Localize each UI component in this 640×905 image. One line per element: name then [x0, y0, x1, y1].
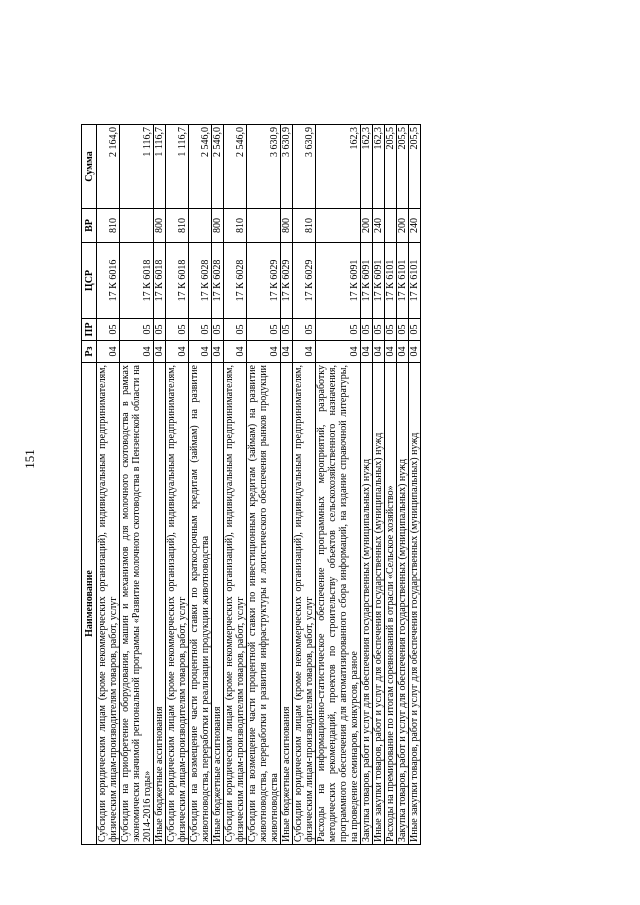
- cell-pr: 05: [97, 319, 120, 341]
- cell-pr: 05: [361, 319, 373, 341]
- table-row: [293, 125, 316, 845]
- cell-name: Субсидии на возмещение части процентной ставки по краткосрочным кредитам (займам) на развитие животноводства, переработки и реализации продукции животноводства: [189, 363, 212, 845]
- cell-csr: 17 К 6101: [409, 243, 421, 319]
- header-sum: Сумма: [82, 125, 97, 209]
- table-row: [397, 125, 409, 845]
- header-csr: ЦСР: [82, 243, 97, 319]
- cell-csr: 17 К 6028: [224, 243, 247, 319]
- budget-table: [81, 124, 421, 845]
- cell-name: Субсидии на приобретение оборудования, машин и механизмов для молочного скотоводства в рамках экономически значимой региональной программы «Развитие молочного скотоводства в Пензенской области на 2014-2016 годы»: [120, 363, 154, 845]
- cell-vr: [385, 209, 397, 243]
- cell-csr: 17 К 6018: [120, 243, 154, 319]
- cell-sum: 3 630,9: [293, 125, 316, 209]
- cell-name: Субсидии юридическим лицам (кроме некоммерческих организаций), индивидуальным предпринимателям, физическим лицам-производителям товаров, работ, услуг: [166, 363, 189, 845]
- cell-pr: 05: [154, 319, 166, 341]
- cell-sum: 1 116,7: [120, 125, 154, 209]
- budget-table-page: [81, 125, 601, 845]
- cell-sum: 2 546,0: [189, 125, 212, 209]
- cell-vr: 800: [212, 209, 224, 243]
- cell-rz: 04: [97, 341, 120, 363]
- cell-sum: 2 546,0: [224, 125, 247, 209]
- cell-pr: 05: [316, 319, 361, 341]
- cell-name: Иные закупки товаров, работ и услуг для обеспечения государственных (муниципальных) нужд: [409, 363, 421, 845]
- cell-pr: 05: [224, 319, 247, 341]
- cell-rz: 04: [361, 341, 373, 363]
- cell-name: Иные бюджетные ассигнования: [154, 363, 166, 845]
- table-row: [189, 125, 212, 845]
- cell-name: Иные закупки товаров, работ и услуг для обеспечения государственных (муниципальных) нужд: [373, 363, 385, 845]
- cell-sum: 3 630,9: [281, 125, 293, 209]
- cell-csr: 17 К 6101: [385, 243, 397, 319]
- cell-csr: 17 К 6018: [154, 243, 166, 319]
- cell-vr: 800: [154, 209, 166, 243]
- table-row: [385, 125, 397, 845]
- cell-name: Закупка товаров, работ и услуг для обеспечения государственных (муниципальных) нужд: [397, 363, 409, 845]
- cell-csr: 17 К 6091: [373, 243, 385, 319]
- cell-vr: [189, 209, 212, 243]
- table-row: [409, 125, 421, 845]
- cell-pr: 05: [373, 319, 385, 341]
- cell-rz: 04: [316, 341, 361, 363]
- table-row: [97, 125, 120, 845]
- cell-vr: [247, 209, 281, 243]
- cell-csr: 17 К 6016: [97, 243, 120, 319]
- cell-pr: 05: [409, 319, 421, 341]
- cell-pr: 05: [120, 319, 154, 341]
- table-row: [361, 125, 373, 845]
- cell-vr: 240: [373, 209, 385, 243]
- cell-rz: 04: [373, 341, 385, 363]
- cell-sum: 162,3: [361, 125, 373, 209]
- cell-name: Субсидии юридическим лицам (кроме некоммерческих организаций), индивидуальным предпринимателям, физическим лицам-производителям товаров, работ, услуг: [97, 363, 120, 845]
- cell-vr: 200: [397, 209, 409, 243]
- cell-rz: 04: [293, 341, 316, 363]
- table-header-row: [82, 125, 97, 845]
- cell-pr: 05: [166, 319, 189, 341]
- cell-pr: 05: [397, 319, 409, 341]
- cell-vr: 240: [409, 209, 421, 243]
- cell-name: Субсидии на возмещение части процентной ставки по инвестиционным кредитам (займам) на развитие животноводства, переработки и развития инфраструктуры и логистического обеспечения рынков продукции животноводства: [247, 363, 281, 845]
- cell-pr: 05: [281, 319, 293, 341]
- cell-name: Расходы на информационно-статистическое обеспечение программных мероприятий, разработку методических рекомендаций, проектов по строительству объектов сельскохозяйственного назначения, программного обеспечения для автоматизированного сбора информаций, на издание справочной литературы, на проведение семинаров, конкурсов, разное: [316, 363, 361, 845]
- cell-name: Иные бюджетные ассигнования: [212, 363, 224, 845]
- cell-csr: 17 К 6091: [361, 243, 373, 319]
- cell-rz: 04: [247, 341, 281, 363]
- cell-sum: 162,3: [373, 125, 385, 209]
- cell-rz: 04: [224, 341, 247, 363]
- cell-rz: 04: [212, 341, 224, 363]
- cell-name: Иные бюджетные ассигнования: [281, 363, 293, 845]
- cell-csr: 17 К 6101: [397, 243, 409, 319]
- cell-pr: 05: [385, 319, 397, 341]
- cell-csr: 17 К 6028: [189, 243, 212, 319]
- header-vr: ВР: [82, 209, 97, 243]
- cell-vr: [316, 209, 361, 243]
- cell-pr: 05: [212, 319, 224, 341]
- cell-csr: 17 К 6091: [316, 243, 361, 319]
- cell-sum: 1 116,7: [166, 125, 189, 209]
- cell-vr: 810: [293, 209, 316, 243]
- cell-rz: 04: [120, 341, 154, 363]
- cell-sum: 2 546,0: [212, 125, 224, 209]
- cell-sum: 162,3: [316, 125, 361, 209]
- cell-rz: 04: [409, 341, 421, 363]
- table-body: [97, 125, 421, 845]
- cell-csr: 17 К 6029: [293, 243, 316, 319]
- header-rz: Рз: [82, 341, 97, 363]
- cell-vr: 200: [361, 209, 373, 243]
- table-row: [120, 125, 154, 845]
- table-row: [224, 125, 247, 845]
- cell-pr: 05: [293, 319, 316, 341]
- cell-csr: 17 К 6018: [166, 243, 189, 319]
- table-row: [166, 125, 189, 845]
- cell-sum: 205,5: [397, 125, 409, 209]
- cell-name: Субсидии юридическим лицам (кроме некоммерческих организаций), индивидуальным предпринимателям, физическим лицам-производителям товаров, работ, услуг: [293, 363, 316, 845]
- cell-rz: 04: [397, 341, 409, 363]
- cell-pr: 05: [189, 319, 212, 341]
- cell-sum: 2 164,0: [97, 125, 120, 209]
- table-row: [154, 125, 166, 845]
- cell-rz: 04: [189, 341, 212, 363]
- cell-csr: 17 К 6029: [281, 243, 293, 319]
- header-pr: ПР: [82, 319, 97, 341]
- cell-rz: 04: [166, 341, 189, 363]
- cell-sum: 205,5: [385, 125, 397, 209]
- cell-vr: 800: [281, 209, 293, 243]
- cell-vr: 810: [166, 209, 189, 243]
- cell-vr: 810: [224, 209, 247, 243]
- cell-csr: 17 К 6029: [247, 243, 281, 319]
- cell-sum: 1 116,7: [154, 125, 166, 209]
- cell-name: Субсидии юридическим лицам (кроме некоммерческих организаций), индивидуальным предпринимателям, физическим лицам-производителям товаров, работ, услуг: [224, 363, 247, 845]
- cell-csr: 17 К 6028: [212, 243, 224, 319]
- cell-sum: 205,5: [409, 125, 421, 209]
- table-row: [247, 125, 281, 845]
- header-name: Наименование: [82, 363, 97, 845]
- cell-sum: 3 630,9: [247, 125, 281, 209]
- table-row: [316, 125, 361, 845]
- cell-vr: [120, 209, 154, 243]
- cell-pr: 05: [247, 319, 281, 341]
- cell-rz: 04: [385, 341, 397, 363]
- cell-name: Закупка товаров, работ и услуг для обеспечения государственных (муниципальных) нужд: [361, 363, 373, 845]
- table-row: [373, 125, 385, 845]
- table-row: [281, 125, 293, 845]
- cell-vr: 810: [97, 209, 120, 243]
- table-row: [212, 125, 224, 845]
- cell-rz: 04: [281, 341, 293, 363]
- cell-rz: 04: [154, 341, 166, 363]
- page-number: 151: [22, 449, 37, 469]
- cell-name: Расходы на премирование по итогам соревнований в отрасли «Сельское хозяйство»: [385, 363, 397, 845]
